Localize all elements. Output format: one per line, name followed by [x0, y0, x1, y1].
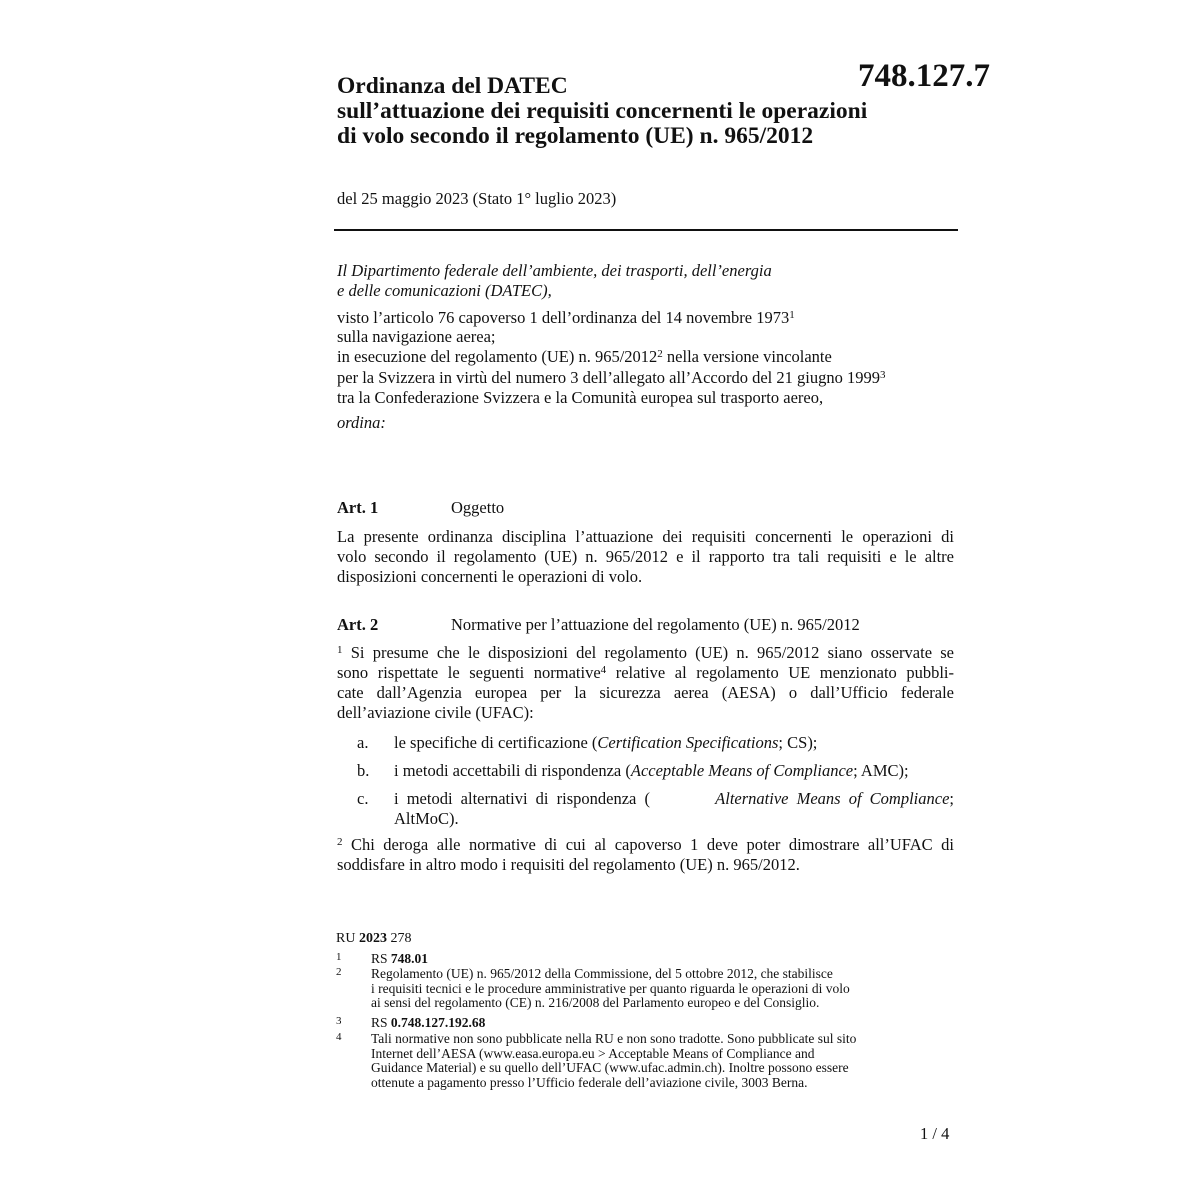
footnote-ref-2[interactable]: 2	[657, 348, 663, 360]
title-line-2: sull’attuazione dei requisiti concernenti le operazioni	[337, 98, 868, 124]
footnote-4-line-2: Internet dell’AESA (www.easa.europa.eu > Acceptable Means of Compliance and	[371, 1045, 815, 1061]
item-c-line-2: AltMoC).	[394, 808, 459, 828]
footnote-ref-3[interactable]: 3	[879, 369, 886, 381]
art1-line-3: disposizioni concernenti le operazioni di volo.	[337, 567, 643, 586]
ru-year: 2023	[358, 931, 387, 946]
art2-p1-line-2	[337, 663, 954, 683]
paragraph-number-1: 1	[337, 644, 343, 656]
footnote-number: 3	[336, 1015, 342, 1027]
art1-heading: Oggetto	[451, 498, 505, 517]
preamble-visto-line-1	[337, 308, 795, 328]
list-item-text	[394, 789, 954, 828]
footnote-ref-1[interactable]: 1	[789, 309, 795, 321]
art2-p1-text-1: Si presume che le disposizioni del regolamento (UE) n. 965/2012 siano osservate se	[342, 643, 954, 662]
footnote-4-line-4: ottenute a pagamento presso l’Ufficio federale dell’aviazione civile, 3003 Berna.	[371, 1074, 808, 1090]
list-item-text	[394, 761, 954, 781]
art2-p2-line-2: soddisfare in altro modo i requisiti del regolamento (UE) n. 965/2012.	[337, 855, 800, 874]
footnote-3-rs: 0.748.127.192.68	[390, 1015, 486, 1030]
art2-p2-text-1: Chi deroga alle normative di cui al capoverso 1 deve poter dimostrare all’UFAC di	[342, 835, 954, 854]
footnote-text	[371, 1016, 485, 1031]
title-line-1: Ordinanza del DATEC	[337, 73, 568, 99]
item-b-post: ; AMC);	[853, 761, 909, 780]
art2-paragraph-1	[337, 643, 954, 723]
footnote-1-prefix: RS	[371, 951, 391, 966]
item-a-post: ; CS);	[778, 733, 818, 752]
footnote-number: 4	[336, 1031, 342, 1043]
item-c-em: Alternative Means of Compliance	[715, 789, 950, 808]
visto-text: visto l’articolo 76 capoverso 1 dell’ordinanza del 14 novembre 1973	[337, 308, 790, 327]
art2-p1-text-2b: relative al regolamento UE menzionato pubbli-	[606, 663, 954, 682]
art2-p1-text-2a: sono rispettate le seguenti normative	[337, 663, 601, 682]
title-line-3: di volo secondo il regolamento (UE) n. 965/2012	[337, 123, 814, 149]
art2-header	[337, 615, 860, 635]
footnote-4-line-3: Guidance Material) e su quello dell’UFAC (www.ufac.admin.ch). Inoltre possono essere	[371, 1060, 849, 1075]
footnote-text	[371, 967, 850, 1011]
ru-prefix: RU	[336, 931, 356, 946]
footnote-ref-4[interactable]: 4	[600, 664, 607, 676]
art2-heading: Normative per l’attuazione del regolamento (UE) n. 965/2012	[451, 615, 860, 634]
preamble-esec-line-1	[337, 347, 832, 367]
header-divider	[334, 229, 958, 231]
footnote-text	[371, 952, 428, 967]
item-b-pre: i metodi accettabili di rispondenza (	[394, 761, 631, 780]
footnote-text	[371, 1032, 856, 1090]
list-item-letter: c.	[357, 789, 369, 808]
item-c-pre: i metodi alternativi di rispondenza (	[394, 789, 650, 808]
art2-label: Art. 2	[337, 615, 379, 634]
preamble-esec-line-3: tra la Confederazione Svizzera e la Comunità europea sul trasporto aereo,	[337, 388, 824, 407]
art1-label: Art. 1	[337, 498, 379, 517]
art2-p1-line-4: dell’aviazione civile (UFAC):	[337, 703, 534, 722]
list-item-letter: b.	[357, 761, 370, 780]
esec-text-2: per la Svizzera in virtù del numero 3 dell’allegato all’Accordo del 21 giugno 1999	[337, 368, 880, 387]
esec-text-a: in esecuzione del regolamento (UE) n. 965/2012	[337, 347, 658, 366]
footnote-4-line-1: Tali normative non sono pubblicate nella RU e non sono tradotte. Sono pubblicate sul sito	[371, 1031, 857, 1046]
item-a-em: Certification Specifications	[597, 733, 779, 752]
footnote-number: 1	[336, 951, 342, 963]
footnote-1-rs: 748.01	[390, 951, 429, 966]
art2-p2-line-1	[337, 835, 954, 855]
item-a-pre: le specifiche di certificazione (	[394, 733, 598, 752]
art2-p1-line-3: cate dall’Agenzia europea per la sicurezza aerea (AESA) o dall’Ufficio federale	[337, 683, 954, 702]
authority-line-2: e delle comunicazioni (DATEC),	[337, 281, 552, 300]
paragraph-number-2: 2	[337, 836, 343, 848]
authority-line-1: Il Dipartimento federale dell’ambiente, dei trasporti, dell’energia	[337, 261, 772, 280]
list-item-text	[394, 733, 954, 753]
ru-page: 278	[390, 931, 412, 946]
footnote-number: 2	[336, 966, 342, 978]
ru-reference	[336, 931, 411, 947]
footnote-2-line-2: i requisiti tecnici e le procedure amministrative per quanto riguarda le operazioni di volo	[371, 980, 850, 996]
art1-body	[337, 527, 954, 587]
item-b-em: Acceptable Means of Compliance	[630, 761, 854, 780]
esec-text-b: nella versione vincolante	[662, 347, 832, 366]
footnote-2-line-3: ai sensi del regolamento (CE) n. 216/2008 del Parlamento europeo e del Consiglio.	[371, 995, 820, 1010]
sr-number: 748.127.7	[858, 58, 990, 94]
page-number: 1 / 4	[920, 1124, 950, 1143]
item-c-post: ;	[949, 789, 954, 808]
art1-line-1: La presente ordinanza disciplina l’attuazione dei requisiti concernenti le operazioni di	[337, 527, 954, 546]
preamble-esec-line-2	[337, 368, 885, 388]
ordina-label: ordina:	[337, 413, 386, 432]
preamble-visto-line-2: sulla navigazione aerea;	[337, 327, 496, 346]
footnote-2-line-1: Regolamento (UE) n. 965/2012 della Commissione, del 5 ottobre 2012, che stabilisce	[371, 966, 833, 981]
footnote-3-prefix: RS	[371, 1015, 391, 1030]
art2-p1-line-1	[337, 643, 954, 663]
art2-paragraph-2	[337, 835, 954, 875]
art1-line-2: volo secondo il regolamento (UE) n. 965/2012 e il rapporto tra tali requisiti e le altre	[337, 547, 954, 566]
document-title	[337, 74, 867, 149]
list-item-letter: a.	[357, 733, 369, 752]
art1-header	[337, 498, 504, 518]
date-line: del 25 maggio 2023 (Stato 1° luglio 2023)	[337, 189, 617, 208]
